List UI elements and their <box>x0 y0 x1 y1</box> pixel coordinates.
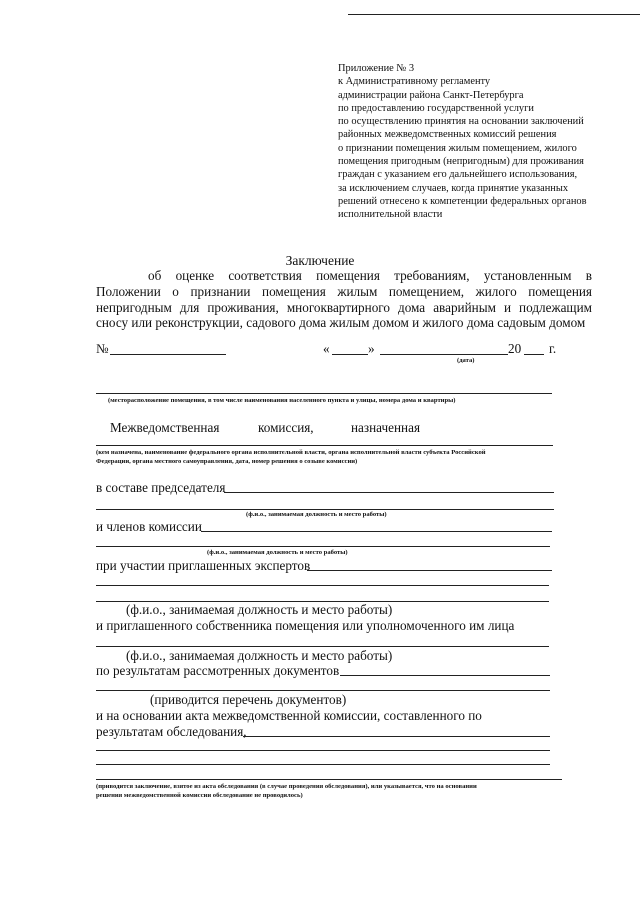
chairman-field-2[interactable] <box>96 509 554 510</box>
commission-word-3: назначенная <box>351 420 421 435</box>
documents-caption: (приводится перечень документов) <box>150 692 347 707</box>
quote-open: « <box>323 341 330 356</box>
chairman-caption: (ф.и.о., занимаемая должность и место работы) <box>246 511 387 518</box>
commission-field[interactable] <box>96 445 553 446</box>
month-field[interactable] <box>380 354 508 355</box>
appendix-line: по предоставлению государственной услуги <box>338 102 534 114</box>
year-prefix: 20 <box>508 341 522 356</box>
members-label: и членов комиссии <box>96 519 202 534</box>
act-field[interactable] <box>243 736 550 737</box>
commission-caption <box>96 448 486 466</box>
appendix-line: администрации района Санкт-Петербурга <box>338 89 524 101</box>
appendix-header <box>338 62 608 222</box>
document-title: Заключение <box>285 253 355 268</box>
act-line-2: результатам обследования, <box>96 724 247 739</box>
owner-label: и приглашенного собственника помещения или уполномоченного им лица <box>96 618 515 633</box>
members-caption: (ф.и.о., занимаемая должность и место работы) <box>207 549 348 556</box>
documents-field[interactable] <box>340 675 550 676</box>
number-field[interactable] <box>110 354 226 355</box>
documents-field-2[interactable] <box>96 690 550 691</box>
footer-caption-line: решения межведомственной комиссии обследование не проводилось) <box>96 792 303 799</box>
footer-caption <box>96 782 477 800</box>
year-field[interactable] <box>524 354 544 355</box>
appendix-line: по осуществлению принятия на основании заключений <box>338 116 584 128</box>
appendix-line: Приложение № 3 <box>338 63 415 74</box>
location-caption: (месторасположение помещения, в том числе наименования населенного пункта и улицы, номера дома и квартиры) <box>108 397 456 404</box>
appendix-line: помещения пригодным (непригодным) для проживания <box>338 156 584 168</box>
owner-caption: (ф.и.о., занимаемая должность и место работы) <box>126 648 393 663</box>
experts-caption: (ф.и.о., занимаемая должность и место работы) <box>126 602 393 617</box>
members-field[interactable] <box>201 531 552 532</box>
number-label: № <box>96 341 109 356</box>
appendix-line: к Административному регламенту <box>338 76 491 88</box>
chairman-label: в составе председателя <box>96 480 226 495</box>
members-field-2[interactable] <box>96 546 550 547</box>
act-field-2[interactable] <box>96 750 550 751</box>
footer-caption-line: (приводится заключение, взятое из акта обследования (в случае проведения обследования), или указывается, что на основании <box>96 783 477 790</box>
year-suffix: г. <box>549 341 557 356</box>
owner-field[interactable] <box>96 646 549 647</box>
appendix-line: за исключением случаев, когда принятие указанных <box>338 182 569 194</box>
date-caption: (дата) <box>457 357 475 364</box>
experts-label: при участии приглашенных экспертов <box>96 558 311 573</box>
experts-field[interactable] <box>307 570 552 571</box>
commission-word-2: комиссия, <box>258 420 314 435</box>
commission-caption-line: (кем назначена, наименование федерального органа исполнительной власти, органа исполнительной власти субъекта Российской <box>96 449 486 456</box>
top-rule <box>348 14 640 15</box>
experts-field-2[interactable] <box>96 585 549 586</box>
location-field[interactable] <box>96 393 552 394</box>
act-field-3[interactable] <box>96 764 550 765</box>
quote-close: » <box>368 341 375 356</box>
document-subject <box>96 268 592 331</box>
commission-word-1: Межведомственная <box>110 420 220 435</box>
subject-text: об оценке соответствия помещения требованиям, установленным в Положении о признании помещения жилым помещением, жилого помещения непригодным для проживания, многоквартирного дома аварийным и подлежащим сносу или реконструкции, садового дома жилым домом и жилого дома садовым домом <box>96 268 592 331</box>
documents-label: по результатам рассмотренных документов <box>96 663 340 678</box>
chairman-field[interactable] <box>224 492 554 493</box>
day-field[interactable] <box>332 354 368 355</box>
appendix-line: исполнительной власти <box>338 209 443 221</box>
appendix-line: граждан с указанием его дальнейшего использования, <box>338 169 578 181</box>
commission-caption-line: Федерации, органа местного самоуправления, дата, номер решения о созыве комиссии) <box>96 458 358 465</box>
act-line-1: и на основании акта межведомственной комиссии, составленного по <box>96 708 482 723</box>
appendix-line: о признании помещения жилым помещением, жилого <box>338 142 577 154</box>
appendix-line: районных межведомственных комиссий решения <box>338 129 557 141</box>
conclusion-field[interactable] <box>96 779 562 780</box>
appendix-line: решений отнесено к компетенции федеральных органов <box>338 195 587 207</box>
